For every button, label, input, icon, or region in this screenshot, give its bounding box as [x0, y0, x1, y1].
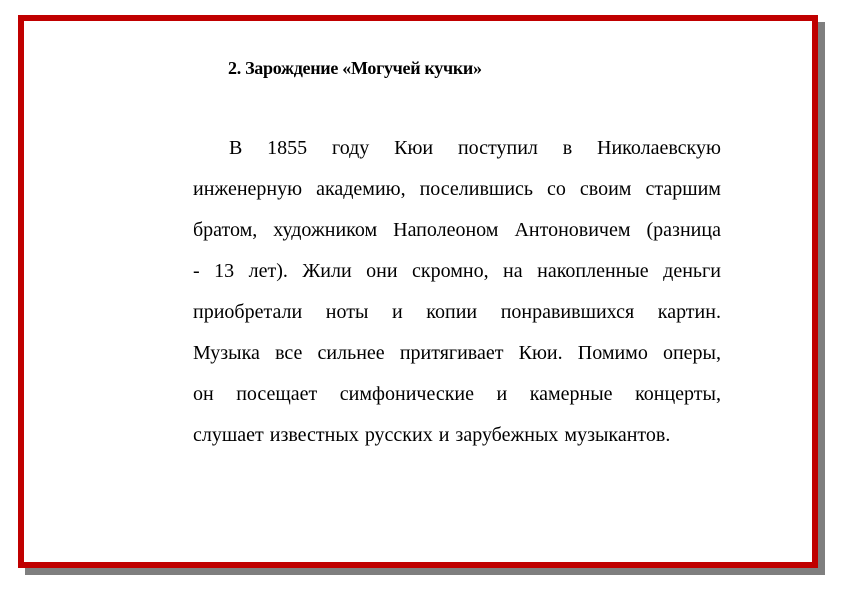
paragraph-word: Кюи [394, 137, 434, 159]
paragraph-word: (разница [646, 219, 721, 241]
paragraph-word: со [547, 178, 566, 200]
paragraph-word: 13 [214, 260, 235, 282]
paragraph-word: на [503, 260, 523, 282]
paragraph-word: понравившихся [500, 301, 635, 323]
paragraph-word: Помимо [577, 342, 648, 364]
paragraph-word: инженерную [193, 178, 303, 200]
paragraph-word: ноты [325, 301, 369, 323]
paragraph-word: лет). [248, 260, 288, 282]
paragraph-word: концерты, [635, 383, 721, 405]
paragraph-word: 1855 [267, 137, 308, 159]
paragraph-word: поступил [457, 137, 538, 159]
paragraph-line [193, 298, 721, 339]
paragraph-word: в [562, 137, 573, 159]
paragraph-line [193, 339, 721, 380]
paragraph-word: притягивает [399, 342, 504, 364]
paragraph-word: сильнее [317, 342, 385, 364]
paragraph-word: посещает [236, 383, 318, 405]
paragraph-line [193, 175, 721, 216]
paragraph-word: Николаевскую [597, 137, 721, 159]
paragraph-word: Антоновичем [514, 219, 631, 241]
paragraph-word: В [229, 137, 243, 159]
paragraph-word: братом, [193, 219, 258, 241]
paragraph-word: году [332, 137, 370, 159]
paragraph-line: слушает известных русских и зарубежных музыкантов. [193, 424, 671, 446]
paragraph-word: накопленные [537, 260, 649, 282]
paragraph-line [193, 257, 721, 298]
paragraph-line [193, 134, 721, 175]
paragraph-word: - [193, 260, 200, 282]
paragraph-word: Наполеоном [393, 219, 499, 241]
paragraph-word: Жили [302, 260, 352, 282]
paragraph-word: академию, [316, 178, 406, 200]
paragraph-word: Музыка [193, 342, 260, 364]
paragraph-word: и [496, 383, 508, 405]
section-heading: 2. Зарождение «Могучей кучки» [228, 58, 482, 78]
paragraph-word: художником [273, 219, 378, 241]
paragraph-line [193, 380, 721, 421]
paragraph-word: скромно, [412, 260, 489, 282]
paragraph-word: поселившись [419, 178, 534, 200]
paragraph-word: деньги [663, 260, 721, 282]
paragraph-word: Кюи. [518, 342, 563, 364]
paragraph-word: копии [426, 301, 478, 323]
paragraph-word: камерные [529, 383, 613, 405]
paragraph-word: все [275, 342, 303, 364]
paragraph-line [193, 216, 721, 257]
paragraph-word: оперы, [662, 342, 721, 364]
paragraph-word: симфонические [339, 383, 475, 405]
paragraph-word: своим [579, 178, 632, 200]
paragraph-word: старшим [645, 178, 721, 200]
paragraph-word: он [193, 383, 214, 405]
paragraph-word: картин. [657, 301, 721, 323]
paragraph-word: они [366, 260, 398, 282]
paragraph-word: приобретали [193, 301, 303, 323]
paragraph-word: и [392, 301, 403, 323]
paragraph [193, 134, 721, 462]
